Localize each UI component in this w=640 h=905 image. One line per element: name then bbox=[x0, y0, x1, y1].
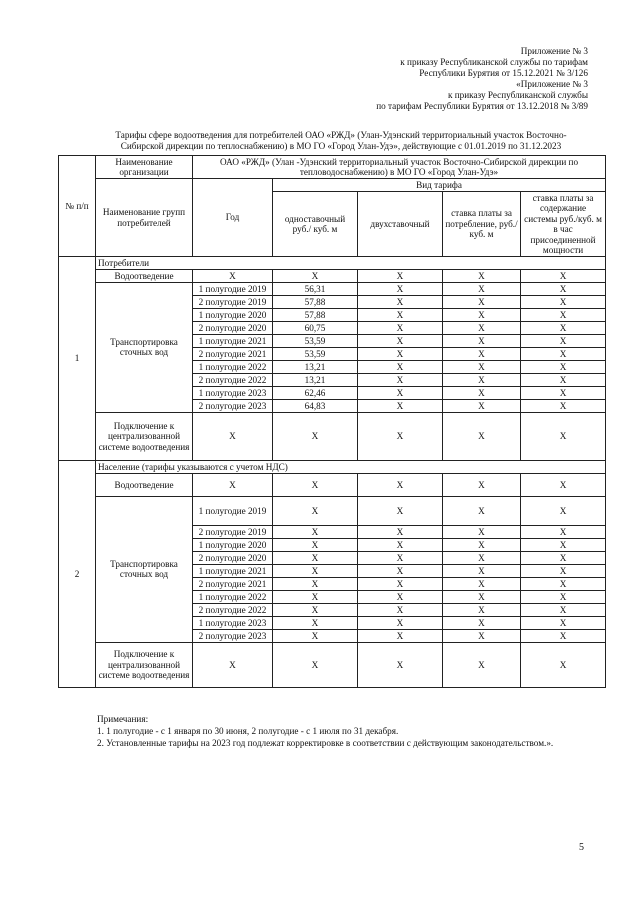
tariff-cell: X bbox=[521, 373, 606, 386]
period-cell: 2 полугодие 2021 bbox=[193, 347, 273, 360]
header-line: Республики Бурятия от 15.12.2021 № 3/126 bbox=[419, 68, 588, 78]
tariff-cell: X bbox=[273, 538, 358, 551]
tariff-cell: X bbox=[521, 282, 606, 295]
table-row bbox=[59, 496, 606, 525]
tariff-cell: X bbox=[358, 308, 443, 321]
tariff-cell: X bbox=[521, 321, 606, 334]
tariff-cell: X bbox=[521, 616, 606, 629]
note-item: 1. 1 полугодие - с 1 января по 30 июня, 2 полугодие - с 1 июля по 31 декабря. bbox=[97, 726, 399, 736]
tariff-cell: X bbox=[443, 282, 521, 295]
tariff-cell: X bbox=[443, 616, 521, 629]
tariff-cell: X bbox=[358, 603, 443, 616]
tariff-cell: X bbox=[358, 496, 443, 525]
org-name-value: ОАО «РЖД» (Улан -Удэнский территориальный участок Восточно-Сибирской дирекции по тепловодоснабжению) в МО ГО «Город Улан-Удэ» bbox=[193, 156, 606, 179]
tariff-cell: X bbox=[358, 629, 443, 642]
tariff-cell: X bbox=[443, 269, 521, 282]
notes-heading: Примечания: bbox=[97, 714, 149, 724]
tariff-cell: X bbox=[358, 321, 443, 334]
period-cell: 1 полугодие 2021 bbox=[193, 564, 273, 577]
tariff-cell: X bbox=[273, 496, 358, 525]
period-cell: 1 полугодие 2019 bbox=[193, 282, 273, 295]
connection-row bbox=[59, 642, 606, 687]
tariff-cell: X bbox=[358, 538, 443, 551]
tariff-cell: X bbox=[521, 577, 606, 590]
tariff-cell: X bbox=[521, 360, 606, 373]
tariff-cell: X bbox=[521, 473, 606, 496]
period-cell: 2 полугодие 2021 bbox=[193, 577, 273, 590]
tariff-cell: X bbox=[273, 642, 358, 687]
transport-label: Транспортировка сточных вод bbox=[96, 496, 193, 642]
tariff-cell: 64,83 bbox=[273, 399, 358, 412]
tariff-cell: X bbox=[443, 308, 521, 321]
tariff-cell: X bbox=[358, 525, 443, 538]
tariff-cell: X bbox=[443, 603, 521, 616]
tariff-cell: X bbox=[521, 399, 606, 412]
tariff-cell: X bbox=[358, 577, 443, 590]
tariff-cell: 53,59 bbox=[273, 334, 358, 347]
tariff-cell: X bbox=[443, 577, 521, 590]
tariff-type-header: Вид тарифа bbox=[273, 179, 606, 192]
period-cell: 2 полугодие 2022 bbox=[193, 373, 273, 386]
section-title-row bbox=[59, 257, 606, 270]
connection-row bbox=[59, 412, 606, 460]
tariff-cell: X bbox=[273, 551, 358, 564]
connection-label: Подключение к централизованной системе водоотведения bbox=[96, 642, 193, 687]
tariff-cell: X bbox=[358, 473, 443, 496]
tariff-cell: X bbox=[443, 321, 521, 334]
tariff-cell: X bbox=[443, 412, 521, 460]
tariff-cell: X bbox=[358, 282, 443, 295]
period-cell: 1 полугодие 2020 bbox=[193, 308, 273, 321]
tariff-cell: X bbox=[443, 551, 521, 564]
tariff-cell: X bbox=[521, 334, 606, 347]
tariff-cell: 57,88 bbox=[273, 308, 358, 321]
tariff-cell: X bbox=[443, 642, 521, 687]
tariff-cell: X bbox=[358, 347, 443, 360]
tariff-cell: X bbox=[521, 538, 606, 551]
tariff-cell: X bbox=[521, 496, 606, 525]
col-two-part-header: двухставочный bbox=[358, 192, 443, 257]
tariff-cell: 60,75 bbox=[273, 321, 358, 334]
tariff-cell: X bbox=[358, 642, 443, 687]
col-num-header: № п/п bbox=[59, 156, 96, 257]
col-one-part-header: одноставочный руб./ куб. м bbox=[273, 192, 358, 257]
period-cell: 1 полугодие 2020 bbox=[193, 538, 273, 551]
drainage-row bbox=[59, 473, 606, 496]
header-line: по тарифам Республики Бурятия от 13.12.2018 № 3/89 bbox=[376, 101, 588, 111]
tariff-cell: X bbox=[193, 473, 273, 496]
tariff-cell: X bbox=[358, 334, 443, 347]
tariff-cell: X bbox=[358, 616, 443, 629]
drainage-row bbox=[59, 269, 606, 282]
tariff-cell: X bbox=[521, 525, 606, 538]
period-cell: 2 полугодие 2020 bbox=[193, 321, 273, 334]
tariff-cell: X bbox=[443, 629, 521, 642]
tariff-cell: X bbox=[358, 386, 443, 399]
tariff-cell: X bbox=[521, 642, 606, 687]
period-cell: 1 полугодие 2022 bbox=[193, 590, 273, 603]
tariff-cell: X bbox=[443, 525, 521, 538]
tariff-cell: X bbox=[521, 295, 606, 308]
note-item: 2. Установленные тарифы на 2023 год подлежат корректировке в соответствии с действующим законодательством.». bbox=[97, 738, 554, 748]
drainage-label: Водоотведение bbox=[96, 473, 193, 496]
tariff-cell: X bbox=[358, 360, 443, 373]
period-cell: 2 полугодие 2023 bbox=[193, 399, 273, 412]
document-title: Тарифы сфере водоотведения для потребителей ОАО «РЖД» (Улан-Удэнский территориальный участок Восточно-Сибирской дирекции по теплоснабжению) в МО ГО «Город Улан-Удэ», действующие с 01.01.2019 по 31.12.2023 bbox=[115, 130, 567, 151]
period-cell: 1 полугодие 2023 bbox=[193, 616, 273, 629]
tariff-table bbox=[58, 155, 606, 688]
tariff-cell: X bbox=[358, 373, 443, 386]
tariff-cell: X bbox=[358, 590, 443, 603]
header-line: Приложение № 3 bbox=[520, 46, 588, 56]
tariff-cell: X bbox=[443, 373, 521, 386]
tariff-cell: 62,46 bbox=[273, 386, 358, 399]
period-cell: 1 полугодие 2019 bbox=[193, 496, 273, 525]
tariff-cell: X bbox=[193, 412, 273, 460]
tariff-cell: X bbox=[521, 603, 606, 616]
period-cell: 2 полугодие 2022 bbox=[193, 603, 273, 616]
tariff-cell: X bbox=[521, 308, 606, 321]
consumer-group-label: Наименование групп потребителей bbox=[96, 179, 193, 257]
tariff-cell: X bbox=[443, 386, 521, 399]
period-cell: 1 полугодие 2021 bbox=[193, 334, 273, 347]
tariff-cell: X bbox=[443, 538, 521, 551]
period-cell: 2 полугодие 2019 bbox=[193, 295, 273, 308]
tariff-cell: X bbox=[521, 551, 606, 564]
header-line: к приказу Республиканской службы по тарифам bbox=[400, 57, 588, 67]
col-rate-use-header: ставка платы за потребление, руб./ куб. м bbox=[443, 192, 521, 257]
tariff-cell: X bbox=[358, 399, 443, 412]
col-year-header: Год bbox=[193, 179, 273, 257]
tariff-cell: X bbox=[521, 629, 606, 642]
section-title: Потребители bbox=[96, 257, 606, 270]
header-line: к приказу Республиканской службы bbox=[447, 90, 588, 100]
tariff-cell: X bbox=[521, 269, 606, 282]
row-number: 1 bbox=[59, 257, 96, 461]
tariff-cell: X bbox=[521, 564, 606, 577]
tariff-cell: X bbox=[443, 334, 521, 347]
col-rate-system-header: ставка платы за содержание системы руб./куб. м в час присоединенной мощности bbox=[521, 192, 606, 257]
tariff-cell: X bbox=[443, 399, 521, 412]
tariff-cell: 56,31 bbox=[273, 282, 358, 295]
tariff-cell: X bbox=[273, 629, 358, 642]
tariff-cell: X bbox=[273, 412, 358, 460]
tariff-cell: X bbox=[273, 577, 358, 590]
tariff-cell: X bbox=[273, 525, 358, 538]
section-title: Население (тарифы указываются с учетом НДС) bbox=[96, 460, 606, 473]
tariff-cell: X bbox=[443, 295, 521, 308]
section-title-row bbox=[59, 460, 606, 473]
tariff-cell: X bbox=[358, 295, 443, 308]
connection-label: Подключение к централизованной системе водоотведения bbox=[96, 412, 193, 460]
tariff-cell: X bbox=[443, 360, 521, 373]
row-number: 2 bbox=[59, 460, 96, 687]
tariff-cell: X bbox=[521, 412, 606, 460]
period-cell: 2 полугодие 2019 bbox=[193, 525, 273, 538]
tariff-cell: X bbox=[358, 269, 443, 282]
tariff-cell: X bbox=[521, 590, 606, 603]
tariff-cell: X bbox=[443, 347, 521, 360]
tariff-cell: X bbox=[273, 564, 358, 577]
tariff-cell: 13,21 bbox=[273, 373, 358, 386]
transport-label: Транспортировка сточных вод bbox=[96, 282, 193, 412]
header-line: «Приложение № 3 bbox=[516, 79, 588, 89]
order-reference-header bbox=[228, 46, 588, 112]
tariff-cell: X bbox=[273, 603, 358, 616]
period-cell: 2 полугодие 2023 bbox=[193, 629, 273, 642]
tariff-cell: X bbox=[273, 473, 358, 496]
page-number: 5 bbox=[579, 842, 584, 853]
tariff-cell: X bbox=[443, 590, 521, 603]
tariff-cell: X bbox=[443, 473, 521, 496]
tariff-cell: X bbox=[273, 590, 358, 603]
notes bbox=[97, 713, 597, 749]
tariff-cell: 57,88 bbox=[273, 295, 358, 308]
tariff-cell: X bbox=[443, 496, 521, 525]
drainage-label: Водоотведение bbox=[96, 269, 193, 282]
tariff-cell: X bbox=[358, 551, 443, 564]
tariff-cell: X bbox=[193, 269, 273, 282]
table-row bbox=[59, 282, 606, 295]
period-cell: 1 полугодие 2023 bbox=[193, 386, 273, 399]
org-name-label: Наименование организации bbox=[96, 156, 193, 179]
tariff-cell: X bbox=[358, 564, 443, 577]
tariff-cell: X bbox=[193, 642, 273, 687]
tariff-cell: X bbox=[273, 616, 358, 629]
period-cell: 2 полугодие 2020 bbox=[193, 551, 273, 564]
tariff-cell: X bbox=[443, 564, 521, 577]
tariff-cell: X bbox=[273, 269, 358, 282]
tariff-cell: 13,21 bbox=[273, 360, 358, 373]
tariff-cell: X bbox=[521, 386, 606, 399]
period-cell: 1 полугодие 2022 bbox=[193, 360, 273, 373]
tariff-cell: X bbox=[358, 412, 443, 460]
tariff-cell: 53,59 bbox=[273, 347, 358, 360]
tariff-cell: X bbox=[521, 347, 606, 360]
